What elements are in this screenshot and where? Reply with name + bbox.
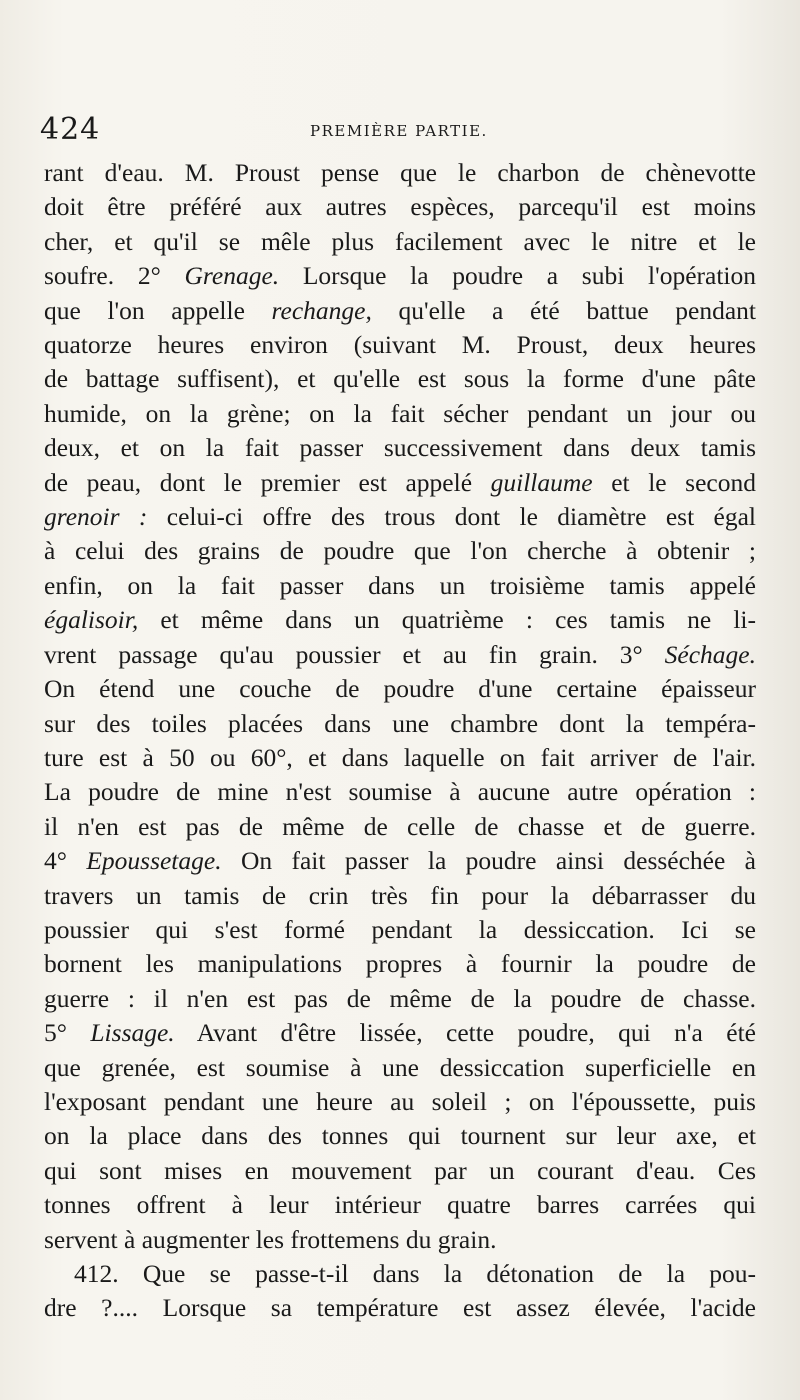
text-line (44, 294, 756, 328)
text-line (44, 672, 756, 706)
text-line (44, 775, 756, 809)
text-run: 412. Que se passe-t-il dans la détonation de la pou- (74, 1259, 756, 1288)
text-run: poussier qui s'est formé pendant la dessiccation. Ici se (44, 914, 756, 944)
text-run: bornent les manipulations propres à fournir la poudre de (44, 949, 756, 979)
text-run: Avant d'être lissée, cette poudre, qui n'a été (174, 1018, 756, 1048)
text-line (44, 1257, 756, 1291)
text-run: ture est à 50 ou 60°, et dans laquelle on fait arriver de l'air. (44, 742, 756, 772)
text-line (44, 844, 756, 878)
text-run: il n'en est pas de même de celle de chasse et de guerre. (44, 811, 756, 841)
text-run: dre ?.... Lorsque sa température est assez élevée, l'acide (44, 1293, 756, 1323)
text-line (44, 1188, 756, 1222)
text-run: sur des toiles placées dans une chambre dont la tempéra- (44, 708, 756, 738)
text-run: enfin, on la fait passer dans un troisième tamis appelé (44, 570, 756, 600)
text-run: deux, et on la fait passer successivement dans deux tamis (44, 433, 756, 463)
text-run: cher, et qu'il se mêle plus facilement avec le nitre et le (44, 226, 756, 256)
text-line (44, 741, 756, 775)
text-line (44, 259, 756, 293)
text-line (44, 1085, 756, 1119)
text-run: travers un tamis de crin très fin pour la débarrasser du (44, 880, 756, 910)
text-line (44, 328, 756, 362)
text-run: que l'on appelle (44, 295, 272, 325)
text-run: soufre. 2° (44, 261, 185, 291)
page-header (40, 112, 760, 152)
text-run: servent à augmenter les frottemens du grain. (44, 1224, 497, 1254)
text-run: à celui des grains de poudre que l'on cherche à obtenir ; (44, 536, 756, 566)
text-line (44, 1051, 756, 1085)
text-run: humide, on la grène; on la fait sécher pendant un jour ou (44, 398, 756, 428)
italic-term: égalisoir, (44, 605, 139, 635)
text-line (44, 397, 756, 431)
text-run: vrent passage qu'au poussier et au fin grain. 3° (44, 639, 665, 669)
text-line (44, 569, 756, 603)
italic-term: grenoir : (44, 502, 148, 532)
text-line (44, 810, 756, 844)
text-run: La poudre de mine n'est soumise à aucune autre opération : (44, 777, 756, 807)
text-line (44, 500, 756, 534)
text-line (44, 1223, 756, 1257)
text-line (44, 225, 756, 259)
text-run: qui sont mises en mouvement par un courant d'eau. Ces (44, 1155, 756, 1185)
text-run: celui-ci offre des trous dont le diamètre est égal (147, 502, 757, 532)
text-run: de battage suffisent), et qu'elle est sous la forme d'une pâte (44, 364, 756, 394)
text-run: Lorsque la poudre a subi l'opération (279, 261, 756, 291)
text-line (44, 156, 756, 190)
page-number: 424 (40, 112, 101, 147)
text-run: guerre : il n'en est pas de même de la poudre de chasse. (44, 983, 756, 1013)
text-run: On fait passer la poudre ainsi desséchée à (221, 846, 756, 876)
text-run: quatorze heures environ (suivant M. Proust, deux heures (44, 330, 756, 360)
body-text (44, 156, 756, 1326)
text-run: et le second (592, 467, 756, 497)
text-line (44, 982, 756, 1016)
text-run: 4° (44, 846, 87, 876)
italic-term: rechange, (271, 295, 372, 325)
text-line (44, 879, 756, 913)
text-run: que grenée, est soumise à une dessiccation superficielle en (44, 1052, 756, 1082)
text-line (44, 431, 756, 465)
text-run: tonnes offrent à leur intérieur quatre barres carrées qui (44, 1190, 756, 1220)
text-line (44, 466, 756, 500)
text-run: qu'elle a été battue pendant (371, 295, 756, 325)
text-line (44, 913, 756, 947)
italic-term: guillaume (490, 467, 593, 497)
text-line (44, 638, 756, 672)
text-line (44, 190, 756, 224)
italic-term: Epoussetage. (86, 846, 222, 876)
text-run: rant d'eau. M. Proust pense que le charbon de chènevotte (44, 158, 756, 187)
italic-term: Grenage. (184, 261, 280, 291)
text-run: 5° (44, 1018, 91, 1048)
italic-term: Lissage. (90, 1018, 175, 1048)
text-line (44, 362, 756, 396)
text-run: de peau, dont le premier est appelé (44, 467, 491, 497)
text-run: et même dans un quatrième : ces tamis ne li- (138, 605, 756, 635)
text-line (44, 947, 756, 981)
text-run: l'exposant pendant une heure au soleil ; on l'époussette, puis (44, 1086, 756, 1116)
text-line (44, 1119, 756, 1153)
text-run: doit être préféré aux autres espèces, parcequ'il est moins (44, 192, 756, 222)
running-head: PREMIÈRE PARTIE. (310, 122, 488, 140)
text-line (44, 1291, 756, 1325)
text-line (44, 707, 756, 741)
italic-term: Séchage. (664, 639, 756, 669)
text-line (44, 1154, 756, 1188)
text-run: On étend une couche de poudre d'une certaine épaisseur (44, 674, 756, 704)
text-line (44, 1016, 756, 1050)
text-line (44, 603, 756, 637)
text-line (44, 534, 756, 568)
text-run: on la place dans des tonnes qui tournent sur leur axe, et (44, 1121, 756, 1151)
